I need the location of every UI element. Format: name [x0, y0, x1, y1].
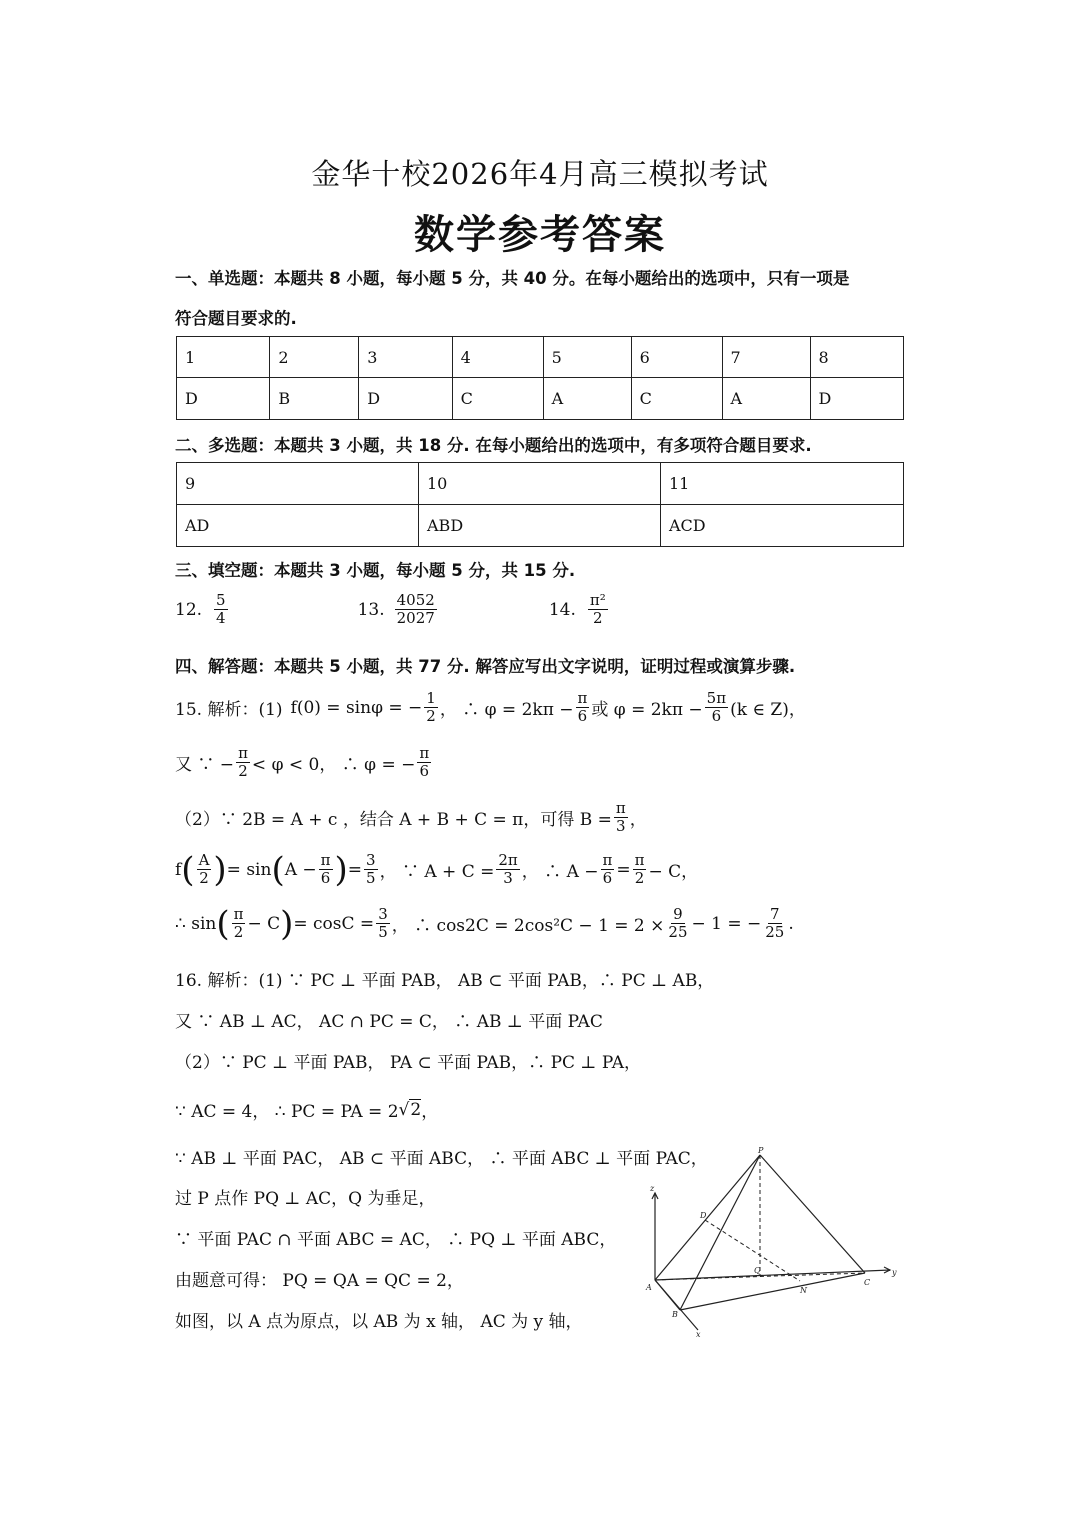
numerator: 5π — [706, 689, 727, 707]
numerator: π — [602, 851, 613, 869]
math: ， ∴ cos2C = 2cos²C − 1 = 2 × — [391, 916, 665, 937]
denominator: 2 — [593, 609, 603, 628]
numerator: 1 — [426, 689, 436, 707]
numerator: 3 — [378, 905, 388, 923]
label-P: P — [758, 1146, 764, 1155]
fraction — [614, 800, 628, 836]
math: （2）∵ 2B = A + c ，结合 A + B + C = π，可得 B = — [175, 810, 612, 831]
denominator: 6 — [419, 762, 430, 781]
segment-DN — [705, 1220, 800, 1281]
denominator: 6 — [320, 869, 331, 888]
q13-answer — [395, 592, 437, 628]
label-z: z — [650, 1184, 655, 1193]
q16-line6: 过 P 点作 PQ ⊥ AC，Q 为垂足， — [175, 1189, 436, 1209]
fraction — [319, 852, 333, 888]
answer-cell: D — [810, 378, 903, 420]
q14-answer — [588, 592, 608, 628]
q15-line1 — [175, 690, 806, 726]
right-paren: ) — [334, 849, 348, 890]
question-number: 6 — [631, 337, 722, 378]
math: f — [175, 859, 182, 880]
radicand: 2 — [410, 1100, 422, 1120]
math: − C — [247, 913, 281, 934]
table-row — [177, 463, 904, 505]
question-number: 11 — [661, 463, 904, 505]
fill-in-answers — [175, 592, 610, 628]
numerator: 4052 — [396, 591, 435, 609]
fraction — [705, 690, 728, 726]
label-A: A — [646, 1283, 652, 1292]
question-number: 5 — [543, 337, 631, 378]
fraction — [496, 852, 519, 888]
q15-line5 — [175, 903, 794, 944]
edge-PA — [655, 1155, 760, 1280]
denominator: 6 — [577, 707, 588, 726]
denominator: 2 — [238, 762, 248, 781]
numerator: π — [233, 905, 244, 923]
q16-line9: 如图，以 A 点为原点，以 AB 为 x 轴， AC 为 y 轴， — [175, 1312, 583, 1332]
sqrt-sign: √ — [398, 1099, 410, 1120]
section2-heading: 二、多选题：本题共 3 小题，共 18 分. 在每小题给出的选项中，有多项符合题目要求. — [175, 436, 812, 455]
fraction — [666, 906, 689, 942]
denominator: 2 — [426, 707, 436, 726]
denominator: 25 — [765, 923, 785, 942]
question-number: 9 — [177, 463, 419, 505]
table-row — [177, 337, 904, 378]
fraction — [232, 906, 246, 942]
edge-PC — [760, 1155, 865, 1273]
question-number: 10 — [419, 463, 661, 505]
answer-key-title: 数学参考答案 — [414, 211, 666, 258]
fraction — [576, 690, 590, 726]
section4-heading: 四、解答题：本题共 5 小题，共 77 分. 解答应写出文字说明，证明过程或演算步骤. — [175, 657, 796, 676]
fraction — [417, 745, 431, 781]
fraction — [763, 906, 786, 942]
numerator: 3 — [366, 851, 376, 869]
numerator: π² — [589, 591, 606, 609]
math: = — [347, 859, 363, 880]
numerator: π — [577, 689, 588, 707]
denominator: 2027 — [396, 609, 435, 628]
section3-heading: 三、填空题：本题共 3 小题，每小题 5 分，共 15 分. — [175, 561, 576, 580]
numerator: A — [198, 851, 210, 869]
q16-line8: 由题意可得： PQ = QA = QC = 2， — [175, 1271, 464, 1291]
math: 或 φ = 2kπ − — [591, 700, 703, 721]
numerator: π — [238, 744, 248, 762]
denominator: 5 — [378, 923, 388, 942]
label-N: N — [800, 1286, 807, 1295]
fraction — [633, 852, 647, 888]
numerator: π — [320, 851, 331, 869]
math: = cosC = — [293, 913, 375, 934]
q13-label: 13. — [357, 599, 385, 620]
math: ， — [421, 1102, 439, 1122]
denominator: 4 — [216, 609, 226, 628]
label-x: x — [696, 1330, 701, 1339]
numerator: 2π — [498, 851, 518, 869]
answer-cell: C — [631, 378, 722, 420]
answer-cell: ACD — [661, 505, 904, 547]
math: ∵ AC = 4， ∴ PC = PA = 2 — [175, 1102, 399, 1122]
fraction — [424, 690, 438, 726]
left-paren: ( — [181, 849, 195, 890]
math: ∴ sin — [175, 913, 217, 934]
q12-label: 12. — [175, 599, 203, 620]
q16-line2: 又 ∵ AB ⊥ AC， AC ∩ PC = C， ∴ AB ⊥ 平面 PAC — [175, 1012, 603, 1032]
q16-line3: （2）∵ PC ⊥ 平面 PAB， PA ⊂ 平面 PAB，∴ PC ⊥ PA， — [175, 1053, 641, 1073]
answer-cell: A — [722, 378, 810, 420]
denominator: 2 — [233, 923, 244, 942]
denominator: 5 — [366, 869, 376, 888]
fraction — [601, 852, 615, 888]
label-Q: Q — [754, 1266, 761, 1275]
math: A − — [284, 859, 317, 880]
math: ， — [629, 810, 647, 831]
right-paren: ) — [213, 849, 227, 890]
q12-answer — [214, 592, 228, 628]
math: ， ∴ A − — [521, 862, 599, 883]
answer-cell: C — [452, 378, 543, 420]
math: . — [788, 913, 794, 934]
math: f(0) = sinφ = − — [290, 697, 423, 718]
question-number: 7 — [722, 337, 810, 378]
numerator: π — [615, 799, 626, 817]
text: 15. 解析：(1) — [175, 700, 283, 721]
denominator: 3 — [503, 869, 513, 888]
fraction — [236, 745, 250, 781]
question-number: 1 — [177, 337, 270, 378]
single-choice-table — [176, 336, 904, 420]
math: ， ∴ φ = 2kπ − — [439, 700, 574, 721]
fraction — [364, 852, 378, 888]
label-y: y — [892, 1268, 897, 1277]
q15-line3 — [175, 800, 647, 836]
q15-line4 — [175, 849, 699, 890]
numerator: 7 — [770, 905, 780, 923]
q16-line4 — [175, 1097, 438, 1122]
exam-title: 金华十校2026年4月高三模拟考试 — [311, 157, 769, 191]
table-row — [177, 505, 904, 547]
numerator: 5 — [216, 591, 226, 609]
denominator: 2 — [634, 869, 645, 888]
fraction — [376, 906, 390, 942]
edge-AB — [655, 1280, 680, 1310]
pyramid-figure — [640, 1145, 910, 1345]
math: − C， — [648, 862, 699, 883]
math: ， ∵ A + C = — [379, 862, 495, 883]
answer-cell: B — [270, 378, 359, 420]
answer-cell: D — [359, 378, 452, 420]
question-number: 4 — [452, 337, 543, 378]
math: = — [616, 859, 631, 880]
label-D: D — [700, 1211, 707, 1220]
q15-line2 — [175, 745, 433, 781]
answer-cell: D — [177, 378, 270, 420]
question-number: 3 — [359, 337, 452, 378]
answer-cell: ABD — [419, 505, 661, 547]
left-paren: ( — [216, 903, 230, 944]
left-paren: ( — [271, 849, 285, 890]
numerator: 9 — [673, 905, 683, 923]
answer-cell: A — [543, 378, 631, 420]
question-number: 2 — [270, 337, 359, 378]
section1-heading-cont: 符合题目要求的. — [175, 309, 297, 328]
denominator: 25 — [668, 923, 688, 942]
right-paren: ) — [280, 903, 294, 944]
math: 又 ∵ − — [175, 755, 235, 776]
q16-line5: ∵ AB ⊥ 平面 PAC， AB ⊂ 平面 ABC， ∴ 平面 ABC ⊥ 平面 PAC， — [175, 1149, 708, 1169]
q16-line7: ∵ 平面 PAC ∩ 平面 ABC = AC， ∴ PQ ⊥ 平面 ABC， — [175, 1230, 617, 1250]
q16-line1: 16. 解析：(1) ∵ PC ⊥ 平面 PAB， AB ⊂ 平面 PAB，∴ PC ⊥ AB， — [175, 971, 715, 991]
fraction — [197, 852, 212, 888]
edge-PB — [680, 1155, 760, 1310]
denominator: 3 — [616, 817, 626, 836]
math: < φ < 0， ∴ φ = − — [251, 755, 416, 776]
math: = sin — [226, 859, 272, 880]
section1-heading: 一、单选题：本题共 8 小题，每小题 5 分，共 40 分。在每小题给出的选项中，只有一项是 — [175, 269, 850, 288]
math: (k ∈ Z)， — [730, 700, 806, 721]
multi-choice-table — [176, 462, 904, 547]
numerator: π — [634, 851, 645, 869]
table-row — [177, 378, 904, 420]
denominator: 2 — [199, 869, 209, 888]
math: − 1 = − — [691, 913, 762, 934]
numerator: π — [419, 744, 430, 762]
question-number: 8 — [810, 337, 903, 378]
label-B: B — [672, 1310, 678, 1319]
label-C: C — [864, 1278, 871, 1287]
q14-label: 14. — [548, 599, 576, 620]
answer-cell: AD — [177, 505, 419, 547]
denominator: 6 — [711, 707, 722, 726]
denominator: 6 — [602, 869, 613, 888]
